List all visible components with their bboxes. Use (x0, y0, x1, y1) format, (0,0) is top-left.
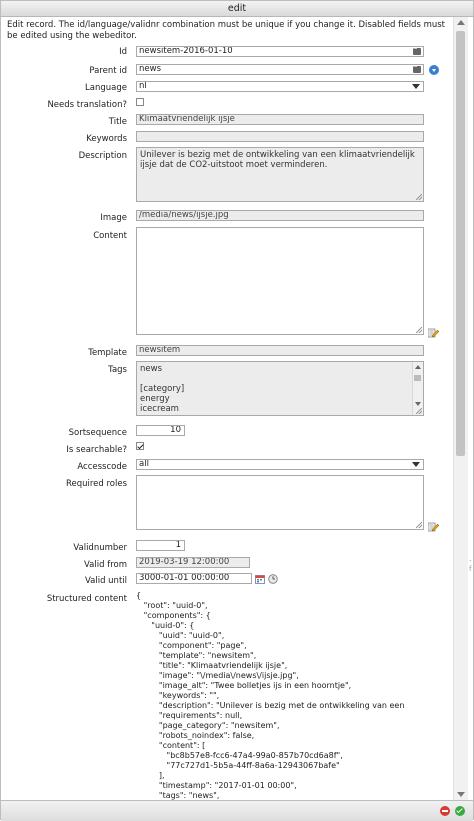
tag-line: [category] (140, 384, 185, 394)
tags-textarea (136, 361, 424, 416)
label-template: Template (88, 348, 127, 358)
form-area (1, 17, 453, 800)
code-line: "uuid": "uuid-0", (136, 631, 225, 640)
code-line: "requirements": null, (136, 711, 243, 720)
label-is-searchable: Is searchable? (66, 445, 127, 455)
accesscode-value: all (139, 459, 149, 469)
valid-until-field[interactable]: 3000-01-01 00:00:00 (136, 573, 252, 584)
label-language: Language (85, 83, 127, 93)
calendar-icon[interactable] (255, 574, 265, 584)
code-line: "image": "\/media\/news\/ijsje.jpg", (136, 671, 299, 680)
label-description: Description (78, 151, 127, 161)
label-title: Title (108, 117, 127, 127)
chevron-down-icon (412, 84, 420, 89)
scroll-up-icon[interactable] (457, 20, 465, 25)
template-field: newsitem (136, 345, 424, 356)
resize-handle-icon[interactable] (416, 522, 422, 528)
dialog-footer (1, 800, 473, 821)
language-select[interactable] (136, 81, 424, 92)
more-dots-icon[interactable] (413, 48, 421, 55)
code-line: "components": { (136, 611, 211, 620)
label-needs-translation: Needs translation? (47, 100, 127, 110)
select-page-icon[interactable] (429, 65, 439, 75)
validnumber-field[interactable]: 1 (136, 540, 185, 551)
sortsequence-field[interactable]: 10 (136, 425, 185, 436)
label-required-roles: Required roles (65, 479, 127, 489)
code-line: "root": "uuid-0", (136, 601, 208, 610)
tag-line: news (140, 364, 162, 374)
parent-id-field[interactable] (136, 64, 424, 75)
dialog-scrollbar[interactable] (453, 17, 468, 800)
id-value: newsitem-2016-01-10 (139, 46, 233, 56)
label-keywords: Keywords (86, 134, 127, 144)
pencil-edit-icon[interactable] (428, 328, 439, 338)
tag-line (140, 374, 420, 384)
label-structured-content: Structured content (46, 594, 127, 604)
code-line: "keywords": "", (136, 691, 220, 700)
label-sortsequence: Sortsequence (68, 428, 127, 438)
required-roles-textarea[interactable] (136, 475, 424, 530)
code-line: "77c727d1-5b5a-44ff-8a6a-12943067bafe" (136, 761, 340, 770)
image-field: /media/news/ijsje.jpg (136, 210, 424, 221)
ok-icon[interactable] (455, 806, 465, 816)
clock-icon[interactable] (268, 574, 278, 584)
label-accesscode: Accesscode (77, 462, 127, 472)
keywords-field (136, 131, 424, 142)
tag-line: energy (140, 394, 170, 404)
cancel-icon[interactable] (440, 806, 450, 816)
parent-id-value: news (139, 64, 161, 74)
code-line: "template": "newsitem", (136, 651, 257, 660)
label-tags: Tags (108, 365, 127, 375)
scroll-down-icon[interactable] (457, 792, 465, 797)
description-textarea (136, 147, 424, 202)
tag-line: icecream (140, 404, 179, 414)
description-value: Unilever is bezig met de ontwikkeling van een klimaatvriendelijk ijsje dat de CO2-uitstoot moet verminderen. (140, 150, 415, 170)
accesscode-select[interactable] (136, 459, 424, 470)
code-line: "timestamp": "2017-01-01 00:00", (136, 781, 297, 790)
code-line: "tags": "news", (136, 791, 220, 800)
more-dots-icon[interactable] (413, 66, 421, 73)
code-line: "bc8b57e8-fcc6-47a4-99a0-857b70cd6a8f", (136, 751, 343, 760)
is-searchable-checkbox[interactable] (136, 442, 144, 450)
label-content: Content (93, 231, 127, 241)
resize-handle-icon[interactable] (416, 327, 422, 333)
code-line: "page_category": "newsitem", (136, 721, 280, 730)
content-textarea[interactable] (136, 227, 424, 335)
title-field: Klimaatvriendelijk ijsje (136, 114, 424, 125)
scroll-thumb[interactable] (456, 31, 465, 456)
resize-handle-icon[interactable] (416, 194, 422, 200)
label-valid-until: Valid until (84, 576, 127, 586)
resize-handle-icon[interactable] (416, 408, 422, 414)
code-line: "description": "Unilever is bezig met de ontwikkeling van een (136, 701, 405, 710)
code-line: "image_alt": "Twee bolletjes ijs in een hoorntje", (136, 681, 352, 690)
scroll-up-icon[interactable] (415, 365, 421, 369)
id-field[interactable] (136, 46, 424, 57)
label-image: Image (100, 213, 127, 223)
code-line: "uuid-0": { (136, 621, 195, 630)
code-line: "content": [ (136, 741, 206, 750)
scroll-down-icon[interactable] (415, 402, 421, 406)
valid-from-field: 2019-03-19 12:00:00 (136, 557, 250, 568)
code-line: ], (136, 771, 165, 780)
intro-text: Edit record. The id/language/validnr combination must be unique if you change it. Disabled fields must be edited using the webeditor. (7, 20, 446, 41)
language-value: nl (139, 81, 147, 91)
label-id: Id (119, 47, 127, 57)
label-parent-id: Parent id (89, 66, 127, 76)
code-line: "title": "Klimaatvriendelijk ijsje", (136, 661, 288, 670)
code-line: "robots_noindex": false, (136, 731, 255, 740)
chevron-down-icon (412, 462, 420, 467)
dialog-title[interactable]: edit (1, 1, 473, 17)
scroll-thumb[interactable] (414, 375, 421, 381)
label-valid-from: Valid from (84, 560, 127, 570)
side-marker: -f (469, 557, 472, 573)
code-line: "component": "page", (136, 641, 247, 650)
pencil-edit-icon[interactable] (428, 522, 439, 532)
label-validnumber: Validnumber (73, 543, 127, 553)
structured-content-editor[interactable] (136, 591, 426, 800)
needs-translation-checkbox[interactable] (136, 98, 144, 106)
code-line: { (136, 591, 142, 600)
